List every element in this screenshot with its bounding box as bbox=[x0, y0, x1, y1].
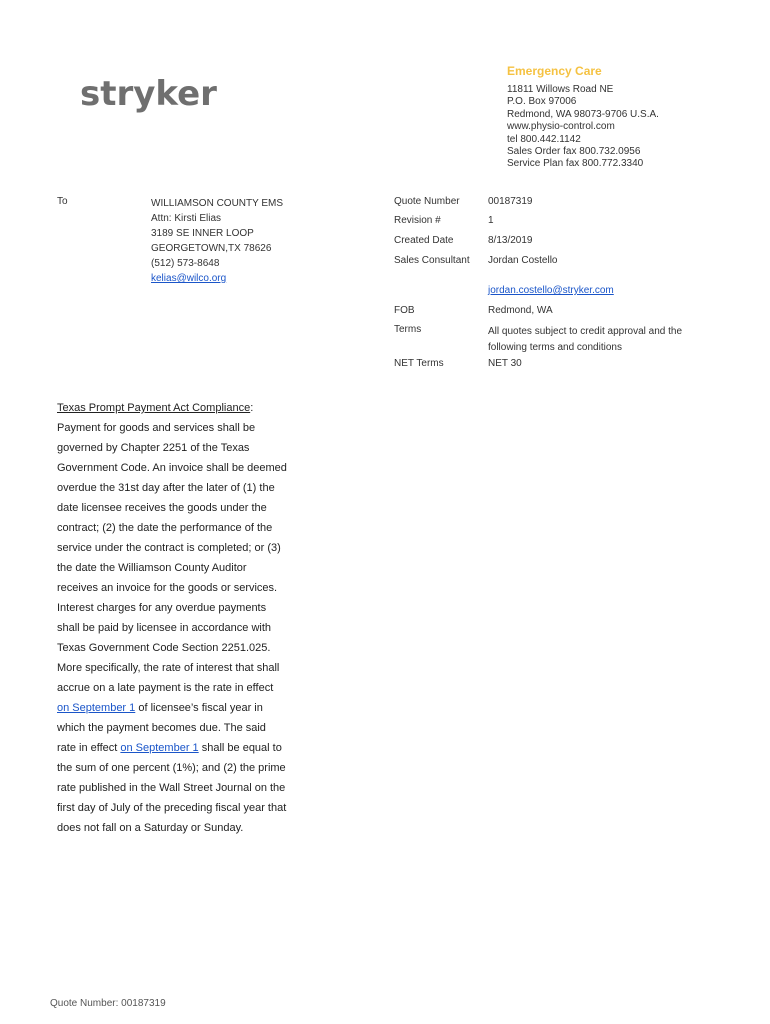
revision-label: Revision # bbox=[394, 215, 441, 226]
address-line: Service Plan fax 800.772.3340 bbox=[507, 158, 644, 170]
terms-label: Terms bbox=[394, 324, 422, 335]
net-terms-value: NET 30 bbox=[488, 358, 522, 369]
division-name: Emergency Care bbox=[507, 64, 602, 78]
fob-label: FOB bbox=[394, 305, 415, 316]
compliance-text-3: shall be equal to the sum of one percent (1%); and (2) the prime rate published in the Wall Street Journal on the first day of July of the preceding fiscal year that does not fall on a Saturday or Sunday. bbox=[57, 742, 287, 834]
compliance-text-1: Payment for goods and services shall be governed by Chapter 2251 of the Texas Government Code. An invoice shall be deemed overdue the 31st day after the later of (1) the date licensee receives the goods under the contract; (2) the date the performance of the service under the contract is completed; or (3) the date the Williamson County Auditor receives an invoice for the goods or services. Interest charges for any overdue payments shall be paid by licensee in accordance with Texas Government Code Section 2251.025. More specifically, the rate of interest that shall accrue on a late payment is the rate in effect bbox=[57, 422, 287, 694]
compliance-heading: Texas Prompt Payment Act Compliance bbox=[57, 402, 251, 414]
september-link-2[interactable]: on September 1 bbox=[120, 742, 199, 754]
quote-number-label: Quote Number bbox=[394, 196, 460, 207]
compliance-colon: : bbox=[250, 402, 254, 414]
to-label: To bbox=[57, 196, 68, 207]
fob-value: Redmond, WA bbox=[488, 305, 553, 316]
terms-value: All quotes subject to credit approval and the following terms and conditions bbox=[488, 326, 683, 353]
address-line: 11811 Willows Road NE bbox=[507, 84, 614, 95]
net-terms-label: NET Terms bbox=[394, 358, 444, 369]
created-date-value: 8/13/2019 bbox=[488, 235, 533, 246]
footer-quote-number: Quote Number: 00187319 bbox=[50, 998, 166, 1009]
recipient-name: WILLIAMSON COUNTY EMS bbox=[151, 198, 284, 209]
sales-consultant-value: Jordan Costello bbox=[488, 255, 558, 266]
recipient-street: 3189 SE INNER LOOP bbox=[151, 228, 254, 239]
created-date-label: Created Date bbox=[394, 235, 454, 246]
recipient-phone: (512) 573-8648 bbox=[151, 258, 220, 269]
compliance-text-2: of licensee’s fiscal year in which the payment becomes due. The said rate in effect bbox=[57, 702, 266, 754]
address-line: P.O. Box 97006 bbox=[507, 96, 577, 108]
recipient-block bbox=[151, 196, 283, 286]
compliance-paragraph bbox=[57, 398, 287, 838]
website-link[interactable]: www.physio-control.com bbox=[507, 121, 615, 133]
september-link-1[interactable]: on September 1 bbox=[57, 702, 136, 714]
stryker-logo: stryker bbox=[80, 74, 217, 114]
address-line: tel 800.442.1142 bbox=[507, 133, 581, 145]
quote-number-value: 00187319 bbox=[488, 196, 533, 207]
sales-consultant-label: Sales Consultant bbox=[394, 255, 470, 266]
recipient-email-link[interactable]: kelias@wilco.org bbox=[151, 273, 227, 284]
address-line: Redmond, WA 98073-9706 U.S.A. bbox=[507, 108, 659, 120]
recipient-attn: Attn: Kirsti Elias bbox=[151, 213, 222, 224]
company-address bbox=[507, 84, 659, 171]
revision-value: 1 bbox=[488, 215, 494, 226]
consultant-email-link[interactable]: jordan.costello@stryker.com bbox=[488, 285, 614, 296]
recipient-city: GEORGETOWN,TX 78626 bbox=[151, 243, 272, 254]
address-line: Sales Order fax 800.732.0956 bbox=[507, 146, 641, 158]
